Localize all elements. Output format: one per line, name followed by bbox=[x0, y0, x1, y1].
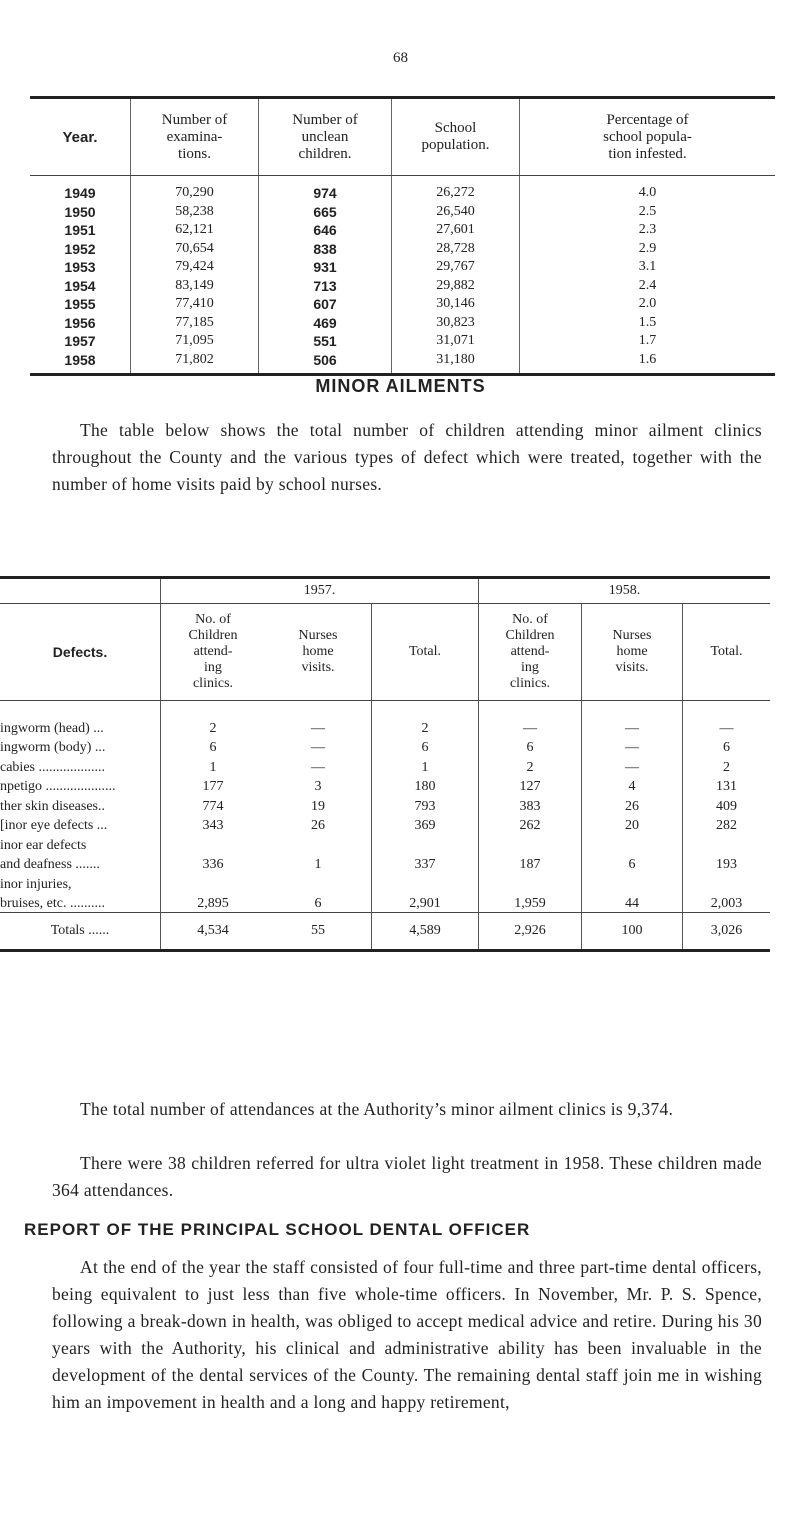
nurses-1957-cell: — bbox=[311, 759, 325, 775]
defect-label: npetigo .................... bbox=[0, 779, 116, 794]
examinations-cell: 58,238 bbox=[131, 203, 259, 222]
table-row bbox=[0, 756, 770, 776]
attend-1957-cell: 6 bbox=[161, 737, 266, 757]
attend-1958-cell bbox=[479, 873, 582, 893]
population-cell: 29,767 bbox=[392, 258, 520, 277]
table-row bbox=[30, 221, 775, 240]
examinations-header: Number of examina- tions. bbox=[131, 98, 259, 176]
total-1958-cell bbox=[683, 834, 771, 854]
page-number: 68 bbox=[393, 50, 408, 66]
year-cell: 1951 bbox=[64, 222, 96, 239]
ultraviolet-paragraph: There were 38 children referred for ultra violet light treatment in 1958. These children made 364 attendances. bbox=[52, 1153, 762, 1200]
attend-1958-cell: 127 bbox=[479, 776, 582, 796]
year-cell: 1949 bbox=[64, 185, 96, 202]
table-row bbox=[0, 795, 770, 815]
total-1957-cell: 2,901 bbox=[372, 893, 479, 913]
table-row bbox=[0, 815, 770, 835]
table-row bbox=[0, 893, 770, 913]
infestation-table bbox=[30, 96, 775, 376]
nurses-1957-cell: — bbox=[311, 740, 325, 755]
population-cell: 31,180 bbox=[392, 351, 520, 375]
attend-1958-cell: 1,959 bbox=[479, 893, 582, 913]
defects-header: Defects. bbox=[0, 604, 161, 701]
total-1957-cell: 2 bbox=[372, 701, 479, 737]
nurses-1958-cell: — bbox=[582, 737, 683, 757]
defect-label: inor ear defects bbox=[0, 837, 87, 853]
table-row bbox=[30, 240, 775, 259]
year-1957-header: 1957. bbox=[161, 578, 479, 604]
total-1957-cell: 369 bbox=[372, 815, 479, 835]
total-1957-cell: 337 bbox=[372, 854, 479, 874]
minor-ailments-heading: MINOR AILMENTS bbox=[315, 376, 486, 396]
total-1958-cell: 193 bbox=[683, 854, 771, 874]
attend-header-1958: No. of Children attend- ing clinics. bbox=[479, 604, 582, 701]
attendances-paragraph: The total number of attendances at the Authority’s minor ailment clinics is 9,374. bbox=[80, 1099, 674, 1119]
examinations-cell: 71,095 bbox=[131, 332, 259, 351]
year-1958-header: 1958. bbox=[479, 578, 771, 604]
defect-label: bruises, etc. .......... bbox=[0, 896, 105, 911]
total-header-1957: Total. bbox=[372, 604, 479, 701]
year-cell: 1954 bbox=[64, 277, 96, 294]
blank-corner bbox=[0, 578, 161, 604]
defect-label: ingworm (body) ... bbox=[0, 740, 106, 755]
nurses-1957-cell: 19 bbox=[311, 798, 325, 814]
unclean-cell: 838 bbox=[259, 240, 392, 259]
examinations-cell: 70,290 bbox=[131, 176, 259, 203]
attend-1957-cell bbox=[161, 834, 266, 854]
examinations-cell: 79,424 bbox=[131, 258, 259, 277]
nurses-1958-cell bbox=[582, 873, 683, 893]
total-1957-cell bbox=[372, 873, 479, 893]
table-row bbox=[0, 776, 770, 796]
total-1958-cell: 282 bbox=[683, 815, 771, 835]
totals-total-1957-cell: 4,589 bbox=[372, 913, 479, 951]
percentage-cell: 2.5 bbox=[520, 203, 776, 222]
percentage-cell: 1.5 bbox=[520, 314, 776, 333]
total-1957-cell bbox=[372, 834, 479, 854]
year-cell: 1950 bbox=[64, 203, 96, 220]
percentage-cell: 1.6 bbox=[520, 351, 776, 375]
nurses-1957-cell bbox=[265, 834, 372, 854]
examinations-cell: 70,654 bbox=[131, 240, 259, 259]
examinations-cell: 62,121 bbox=[131, 221, 259, 240]
year-header: Year. bbox=[30, 98, 131, 176]
nurses-1958-cell: 26 bbox=[582, 795, 683, 815]
nurses-1958-cell: 6 bbox=[582, 854, 683, 874]
defect-label: ther skin diseases.. bbox=[0, 798, 105, 814]
total-1957-cell: 1 bbox=[372, 756, 479, 776]
nurses-1958-cell: 20 bbox=[582, 815, 683, 835]
year-cell: 1955 bbox=[64, 296, 96, 313]
nurses-1957-cell bbox=[265, 873, 372, 893]
totals-nurses-1958-cell: 100 bbox=[582, 913, 683, 951]
attend-1957-cell: 774 bbox=[161, 795, 266, 815]
dental-heading: REPORT OF THE PRINCIPAL SCHOOL DENTAL OFFICER bbox=[24, 1220, 531, 1239]
table-row bbox=[30, 258, 775, 277]
total-1958-cell: — bbox=[683, 701, 771, 737]
nurses-1958-cell: — bbox=[582, 756, 683, 776]
nurses-1958-cell: 44 bbox=[582, 893, 683, 913]
unclean-cell: 469 bbox=[259, 314, 392, 333]
attend-1958-cell bbox=[479, 834, 582, 854]
nurses-1957-cell: — bbox=[311, 720, 325, 736]
population-cell: 27,601 bbox=[392, 221, 520, 240]
year-cell: 1957 bbox=[64, 333, 96, 350]
table-row bbox=[0, 873, 770, 893]
defect-label: [inor eye defects ... bbox=[0, 818, 108, 833]
total-1957-cell: 180 bbox=[372, 776, 479, 796]
examinations-cell: 71,802 bbox=[131, 351, 259, 375]
population-cell: 29,882 bbox=[392, 277, 520, 296]
attend-1958-cell: 2 bbox=[479, 756, 582, 776]
attend-1958-cell: 6 bbox=[479, 737, 582, 757]
totals-label: Totals ...... bbox=[0, 913, 161, 951]
examinations-cell: 77,185 bbox=[131, 314, 259, 333]
unclean-cell: 713 bbox=[259, 277, 392, 296]
population-cell: 26,272 bbox=[392, 176, 520, 203]
table-row bbox=[30, 203, 775, 222]
table-row bbox=[30, 295, 775, 314]
attend-1957-cell: 2,895 bbox=[161, 893, 266, 913]
attend-1957-cell: 343 bbox=[161, 815, 266, 835]
nurses-header-1958: Nurses home visits. bbox=[582, 604, 683, 701]
year-cell: 1956 bbox=[64, 314, 96, 331]
percentage-cell: 2.0 bbox=[520, 295, 776, 314]
table-row bbox=[30, 277, 775, 296]
unclean-cell: 506 bbox=[259, 351, 392, 375]
nurses-1957-cell: 26 bbox=[311, 818, 325, 833]
defect-label: and deafness ....... bbox=[0, 857, 100, 872]
percentage-cell: 1.7 bbox=[520, 332, 776, 351]
nurses-1958-cell: — bbox=[582, 701, 683, 737]
percentage-cell: 2.4 bbox=[520, 277, 776, 296]
minor-ailments-table bbox=[0, 576, 770, 952]
defect-label: ingworm (head) ... bbox=[0, 720, 104, 736]
table-row bbox=[0, 854, 770, 874]
table-row bbox=[0, 737, 770, 757]
totals-attend-1957-cell: 4,534 bbox=[161, 913, 266, 951]
year-cell: 1953 bbox=[64, 259, 96, 276]
percentage-cell: 2.3 bbox=[520, 221, 776, 240]
attend-1958-cell: 262 bbox=[479, 815, 582, 835]
totals-nurses-1957-cell: 55 bbox=[265, 913, 372, 951]
minor-ailments-intro: The table below shows the total number of children attending minor ailment clinics throughout the County and the various types of defect which were treated, together with the number of home visits paid by school nurses. bbox=[52, 420, 762, 494]
nurses-1958-cell: 4 bbox=[582, 776, 683, 796]
table-row bbox=[30, 332, 775, 351]
attend-1958-cell: 383 bbox=[479, 795, 582, 815]
percentage-header: Percentage of school popula- tion infested. bbox=[520, 98, 776, 176]
unclean-cell: 646 bbox=[259, 221, 392, 240]
totals-total-1958-cell: 3,026 bbox=[683, 913, 771, 951]
attend-1958-cell: — bbox=[479, 701, 582, 737]
unclean-cell: 607 bbox=[259, 295, 392, 314]
nurses-header-1957: Nurses home visits. bbox=[265, 604, 372, 701]
table-row bbox=[0, 701, 770, 737]
defect-label: inor injuries, bbox=[0, 876, 72, 892]
unclean-cell: 665 bbox=[259, 203, 392, 222]
examinations-cell: 77,410 bbox=[131, 295, 259, 314]
table-row bbox=[30, 314, 775, 333]
totals-row bbox=[0, 913, 770, 951]
nurses-1957-cell: 1 bbox=[314, 857, 322, 872]
unclean-cell: 974 bbox=[259, 176, 392, 203]
attend-1957-cell: 1 bbox=[161, 756, 266, 776]
attend-1957-cell: 177 bbox=[161, 776, 266, 796]
percentage-cell: 2.9 bbox=[520, 240, 776, 259]
total-1957-cell: 793 bbox=[372, 795, 479, 815]
year-cell: 1952 bbox=[64, 240, 96, 257]
table-row bbox=[30, 176, 775, 203]
nurses-1957-cell: 6 bbox=[314, 896, 322, 911]
examinations-cell: 83,149 bbox=[131, 277, 259, 296]
population-cell: 31,071 bbox=[392, 332, 520, 351]
table-row bbox=[0, 834, 770, 854]
population-cell: 28,728 bbox=[392, 240, 520, 259]
nurses-1957-cell: 3 bbox=[314, 779, 322, 794]
total-1958-cell: 409 bbox=[683, 795, 771, 815]
population-cell: 30,146 bbox=[392, 295, 520, 314]
dental-paragraph: At the end of the year the staff consisted of four full-time and three part-time dental officers, being equivalent to just less than five whole-time officers. In November, Mr. P. S. Spence, following a break-down in health, was obliged to accept medical advice and retire. During his 30 years with the Authority, his clinical and administrative ability has been invaluable in the development of the dental services of the County. The remaining dental staff join me in wishing him an impovement in health and a long and happy retirement, bbox=[52, 1257, 762, 1412]
total-1957-cell: 6 bbox=[372, 737, 479, 757]
total-1958-cell: 131 bbox=[683, 776, 771, 796]
year-cell: 1958 bbox=[64, 351, 96, 368]
unclean-cell: 551 bbox=[259, 332, 392, 351]
attend-1957-cell: 336 bbox=[161, 854, 266, 874]
total-1958-cell: 6 bbox=[683, 737, 771, 757]
totals-attend-1958-cell: 2,926 bbox=[479, 913, 582, 951]
attend-1957-cell bbox=[161, 873, 266, 893]
unclean-cell: 931 bbox=[259, 258, 392, 277]
attend-1957-cell: 2 bbox=[161, 701, 266, 737]
defect-label: cabies ................... bbox=[0, 759, 105, 775]
population-header: School population. bbox=[392, 98, 520, 176]
total-1958-cell: 2 bbox=[683, 756, 771, 776]
total-1958-cell: 2,003 bbox=[683, 893, 771, 913]
total-1958-cell bbox=[683, 873, 771, 893]
attend-1958-cell: 187 bbox=[479, 854, 582, 874]
unclean-header: Number of unclean children. bbox=[259, 98, 392, 176]
table-row bbox=[30, 351, 775, 375]
population-cell: 30,823 bbox=[392, 314, 520, 333]
percentage-cell: 4.0 bbox=[520, 176, 776, 203]
nurses-1958-cell bbox=[582, 834, 683, 854]
attend-header-1957: No. of Children attend- ing clinics. bbox=[161, 604, 266, 701]
percentage-cell: 3.1 bbox=[520, 258, 776, 277]
population-cell: 26,540 bbox=[392, 203, 520, 222]
total-header-1958: Total. bbox=[683, 604, 771, 701]
